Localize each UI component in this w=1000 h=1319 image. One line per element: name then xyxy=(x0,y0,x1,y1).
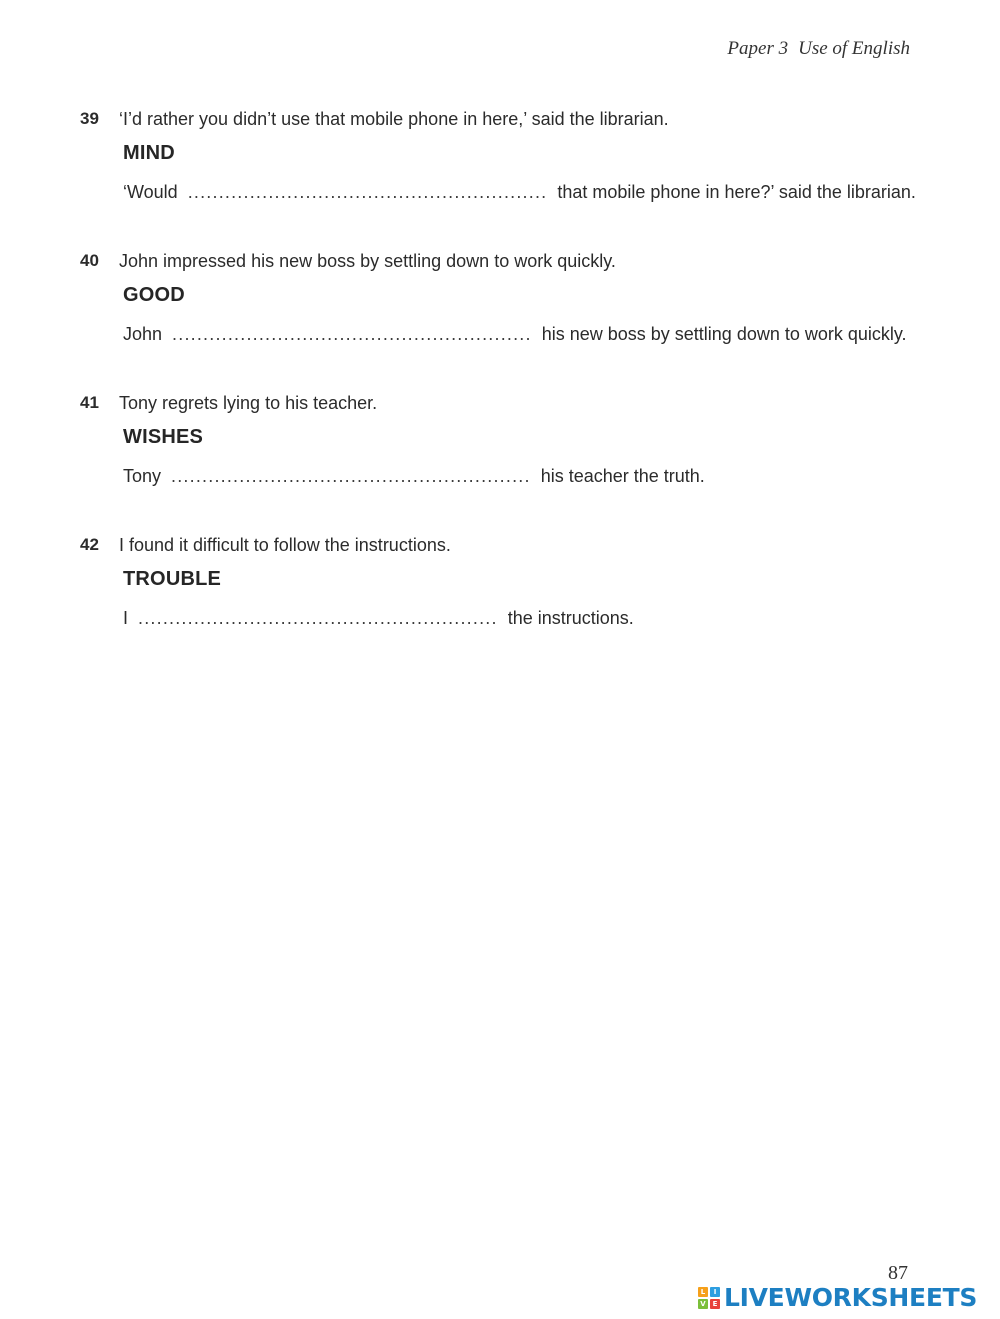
keyword: GOOD xyxy=(123,284,185,306)
answer-end: his teacher the truth. xyxy=(540,466,705,486)
answer-blank[interactable]: .......................................................... xyxy=(187,182,548,202)
liveworksheets-logo-icon xyxy=(698,1287,720,1309)
liveworksheets-logo[interactable] xyxy=(698,1284,977,1312)
question-prompt-line xyxy=(80,532,920,558)
question-prompt: John impressed his new boss by settling down to work quickly. xyxy=(119,251,616,271)
answer-start: Tony xyxy=(123,466,162,486)
answer-start: John xyxy=(123,324,163,344)
question-prompt-line xyxy=(80,106,920,132)
page-number: 87 xyxy=(888,1262,908,1284)
answer-end: his new boss by settling down to work quickly. xyxy=(541,324,907,344)
question-number: 40 xyxy=(80,251,99,270)
answer-line xyxy=(123,321,907,347)
question-41 xyxy=(80,390,920,486)
logo-text: LIVEWORKSHEETS xyxy=(724,1283,978,1312)
question-number: 42 xyxy=(80,535,99,554)
logo-mark-letter: I xyxy=(710,1287,720,1297)
answer-line xyxy=(123,179,916,205)
page-header xyxy=(727,38,910,60)
answer-blank[interactable]: .......................................................... xyxy=(138,608,498,628)
answer-end: that mobile phone in here?’ said the librarian. xyxy=(557,182,916,202)
question-prompt: I found it difficult to follow the instructions. xyxy=(119,535,451,555)
header-section: Use of English xyxy=(798,38,910,59)
answer-blank[interactable]: .......................................................... xyxy=(171,466,531,486)
logo-mark-letter: L xyxy=(698,1287,708,1297)
keyword: WISHES xyxy=(123,426,204,448)
header-paper: Paper 3 xyxy=(727,38,789,59)
keyword: MIND xyxy=(123,142,175,164)
question-prompt: Tony regrets lying to his teacher. xyxy=(119,393,378,413)
question-number: 41 xyxy=(80,393,99,412)
question-42 xyxy=(80,532,920,628)
keyword: TROUBLE xyxy=(123,568,222,590)
answer-line xyxy=(123,463,705,489)
question-prompt: ‘I’d rather you didn’t use that mobile phone in here,’ said the librarian. xyxy=(119,109,669,129)
answer-blank[interactable]: .......................................................... xyxy=(172,324,532,344)
answer-start: I xyxy=(123,608,129,628)
question-prompt-line xyxy=(80,248,920,274)
question-39 xyxy=(80,106,920,202)
logo-mark-letter: V xyxy=(698,1299,708,1309)
question-number: 39 xyxy=(80,109,99,128)
question-40 xyxy=(80,248,920,344)
answer-start: ‘Would xyxy=(123,182,178,202)
logo-mark-letter: E xyxy=(710,1299,720,1309)
question-prompt-line xyxy=(80,390,920,416)
answer-line xyxy=(123,605,634,631)
answer-end: the instructions. xyxy=(507,608,634,628)
